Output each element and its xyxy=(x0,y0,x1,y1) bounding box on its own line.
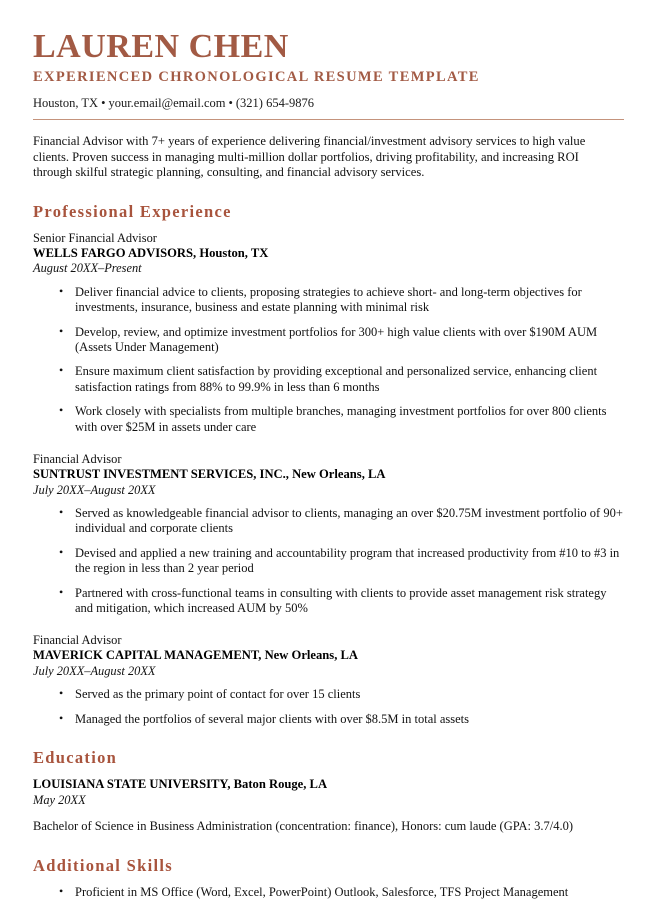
job-dates: August 20XX–Present xyxy=(33,261,142,276)
job-bullet: • Devised and applied a new training and accountability program that increased productivity from #10 to #3 in the region in less than 2 year period xyxy=(75,546,624,577)
job-bullet-list xyxy=(33,506,624,616)
resume-header xyxy=(33,28,624,120)
contact-line xyxy=(33,95,624,111)
header-divider xyxy=(33,119,624,120)
contact-location: Houston, TX xyxy=(33,96,99,110)
job-title: Financial Advisor xyxy=(33,633,122,648)
skills-bullet-list xyxy=(33,885,624,900)
job-bullet: • Served as the primary point of contact for over 15 clients xyxy=(75,687,624,702)
skill-bullet: • Proficient in MS Office (Word, Excel, PowerPoint) Outlook, Salesforce, TFS Project Management xyxy=(75,885,624,900)
contact-separator-1: • xyxy=(101,96,106,110)
candidate-name: LAUREN CHEN xyxy=(33,28,289,65)
resume-subtitle: EXPERIENCED CHRONOLOGICAL RESUME TEMPLATE xyxy=(33,69,480,85)
job-bullet: • Develop, review, and optimize investment portfolios for 300+ high value clients with over $190M AUM (Assets Under Management) xyxy=(75,325,624,356)
contact-separator-2: • xyxy=(228,96,233,110)
education-date: May 20XX xyxy=(33,792,86,807)
experience-entry xyxy=(33,452,624,616)
contact-email: your.email@email.com xyxy=(108,96,226,110)
job-company: SUNTRUST INVESTMENT SERVICES, INC., New Orleans, LA xyxy=(33,467,386,482)
job-bullet: • Served as knowledgeable financial advisor to clients, managing an over $20.75M investment portfolio of 90+ individual and corporate clients xyxy=(75,506,624,537)
job-title: Financial Advisor xyxy=(33,452,122,467)
experience-entry xyxy=(33,633,624,727)
job-bullet: • Partnered with cross-functional teams in consulting with clients to provide asset management risk strategy and mitigation, which increased AUM by 50% xyxy=(75,586,624,617)
section-title-education: Education xyxy=(33,748,118,768)
job-bullet-list xyxy=(33,687,624,727)
education-school: LOUISIANA STATE UNIVERSITY, Baton Rouge, LA xyxy=(33,777,328,792)
job-title: Senior Financial Advisor xyxy=(33,230,157,245)
experience-entry xyxy=(33,231,624,435)
job-dates: July 20XX–August 20XX xyxy=(33,482,156,497)
job-bullet: • Managed the portfolios of several major clients with over $8.5M in total assets xyxy=(75,712,624,727)
job-bullet: • Work closely with specialists from multiple branches, managing investment portfolios for over 800 clients with over $25M in assets under care xyxy=(75,404,624,435)
professional-summary: Financial Advisor with 7+ years of experience delivering financial/investment advisory services to high value clients. Proven success in managing multi-million dollar portfolios, driving profitability, and increasing ROI through skilful strategic planning, consulting, and financial advisory services. xyxy=(33,134,586,180)
job-company: WELLS FARGO ADVISORS, Houston, TX xyxy=(33,245,269,260)
job-bullet: • Deliver financial advice to clients, proposing strategies to achieve short- and long-term objectives for investments, insurance, business and estate planning with minimal risk xyxy=(75,285,624,316)
job-dates: July 20XX–August 20XX xyxy=(33,663,156,678)
education-entry xyxy=(33,777,624,835)
section-title-experience: Professional Experience xyxy=(33,201,232,221)
contact-phone: (321) 654-9876 xyxy=(235,96,315,110)
job-bullet: • Ensure maximum client satisfaction by providing exceptional and personalized service, enhancing client satisfaction ratings from 88% to 99.9% in less than 6 months xyxy=(75,364,624,395)
education-degree: Bachelor of Science in Business Administration (concentration: finance), Honors: cum laude (GPA: 3.7/4.0) xyxy=(33,819,574,834)
section-title-skills: Additional Skills xyxy=(33,855,173,875)
job-bullet-list xyxy=(33,285,624,435)
job-company: MAVERICK CAPITAL MANAGEMENT, New Orleans, LA xyxy=(33,648,358,663)
